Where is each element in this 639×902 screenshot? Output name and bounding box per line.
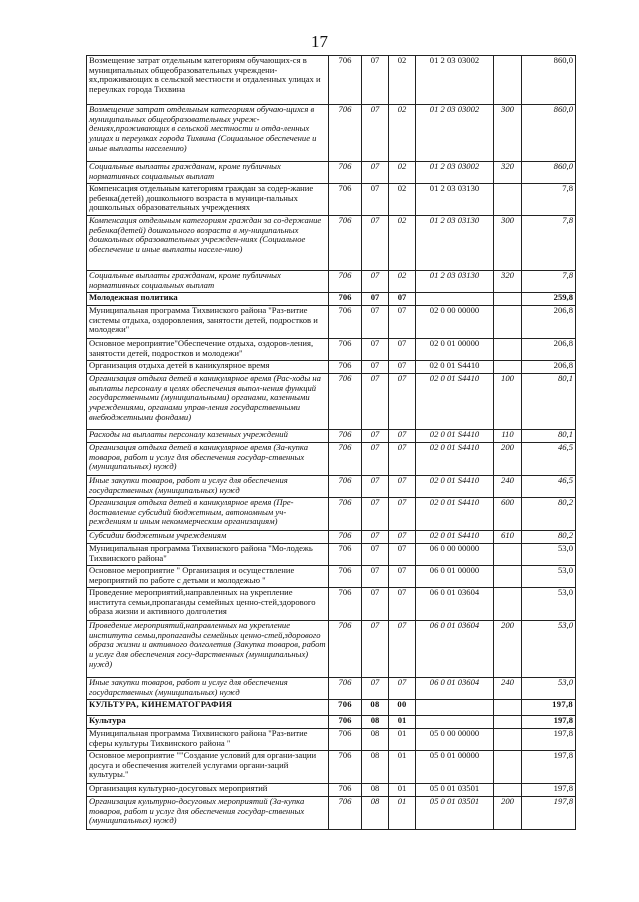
cell-expense-type: 610 [494, 531, 522, 544]
cell-section: 07 [362, 306, 389, 339]
cell-grbs: 706 [329, 700, 362, 716]
cell-amount: 206,8 [522, 339, 576, 361]
cell-amount: 197,8 [522, 784, 576, 797]
cell-subsection: 07 [389, 430, 416, 443]
cell-subsection: 07 [389, 498, 416, 531]
cell-name: Организация культурно-досуговых мероприятий [87, 784, 329, 797]
cell-expense-type: 100 [494, 374, 522, 430]
table-row [87, 729, 576, 751]
table-row [87, 531, 576, 544]
table-row [87, 306, 576, 339]
cell-section: 07 [362, 105, 389, 162]
budget-table-body [87, 56, 576, 830]
cell-subsection: 02 [389, 184, 416, 216]
cell-subsection: 07 [389, 339, 416, 361]
cell-name: Культура [87, 716, 329, 729]
cell-subsection: 01 [389, 729, 416, 751]
cell-amount: 53,0 [522, 621, 576, 678]
cell-amount: 7,8 [522, 271, 576, 293]
cell-subsection: 07 [389, 293, 416, 306]
cell-amount: 860,0 [522, 56, 576, 105]
cell-grbs: 706 [329, 293, 362, 306]
cell-expense-type: 200 [494, 797, 522, 830]
cell-name: Муниципальная программа Тихвинского района "Раз-витие сферы культуры Тихвинского района " [87, 729, 329, 751]
cell-expense-type: 300 [494, 216, 522, 271]
cell-section: 07 [362, 476, 389, 498]
cell-subsection: 02 [389, 105, 416, 162]
cell-subsection: 07 [389, 678, 416, 700]
cell-target-article: 02 0 01 S4410 [416, 531, 494, 544]
cell-amount: 197,8 [522, 729, 576, 751]
cell-amount: 53,0 [522, 588, 576, 621]
cell-target-article: 05 0 00 00000 [416, 729, 494, 751]
cell-expense-type [494, 56, 522, 105]
cell-grbs: 706 [329, 105, 362, 162]
cell-target-article: 05 0 01 00000 [416, 751, 494, 784]
cell-target-article: 06 0 01 00000 [416, 566, 494, 588]
cell-target-article: 01 2 03 03130 [416, 216, 494, 271]
cell-expense-type [494, 544, 522, 566]
cell-amount: 53,0 [522, 544, 576, 566]
cell-subsection: 01 [389, 797, 416, 830]
table-row [87, 797, 576, 830]
cell-subsection: 02 [389, 216, 416, 271]
cell-target-article: 02 0 00 00000 [416, 306, 494, 339]
cell-grbs: 706 [329, 588, 362, 621]
cell-subsection: 07 [389, 621, 416, 678]
table-row [87, 544, 576, 566]
cell-target-article: 02 0 01 00000 [416, 339, 494, 361]
cell-name: Муниципальная программа Тихвинского района "Мо-лодежь Тихвинского района" [87, 544, 329, 566]
cell-section: 07 [362, 443, 389, 476]
cell-expense-type [494, 716, 522, 729]
cell-grbs: 706 [329, 716, 362, 729]
cell-section: 07 [362, 588, 389, 621]
cell-name: Расходы на выплаты персоналу казенных учреждений [87, 430, 329, 443]
cell-expense-type [494, 751, 522, 784]
cell-expense-type [494, 784, 522, 797]
cell-target-article: 02 0 01 S4410 [416, 361, 494, 374]
cell-amount: 197,8 [522, 716, 576, 729]
cell-name: Возмещение затрат отдельным категориям обучаю-щихся в муниципальных общеобразовательных учреж-дениях,проживающих в сельской местности и отда-ленных улицах и переулках города Тихвина (Социальное обеспечение и иные выплаты населению) [87, 105, 329, 162]
cell-section: 07 [362, 544, 389, 566]
cell-subsection: 02 [389, 56, 416, 105]
cell-amount: 53,0 [522, 678, 576, 700]
cell-grbs: 706 [329, 729, 362, 751]
cell-amount: 197,8 [522, 751, 576, 784]
cell-section: 07 [362, 531, 389, 544]
cell-target-article: 02 0 01 S4410 [416, 443, 494, 476]
cell-target-article: 02 0 01 S4410 [416, 498, 494, 531]
cell-expense-type [494, 339, 522, 361]
cell-amount: 7,8 [522, 216, 576, 271]
cell-subsection: 07 [389, 443, 416, 476]
cell-section: 07 [362, 621, 389, 678]
table-row [87, 621, 576, 678]
cell-grbs: 706 [329, 797, 362, 830]
cell-target-article: 05 0 01 03501 [416, 784, 494, 797]
cell-section: 08 [362, 797, 389, 830]
cell-subsection: 02 [389, 162, 416, 184]
cell-target-article: 06 0 01 03604 [416, 588, 494, 621]
cell-grbs: 706 [329, 374, 362, 430]
cell-section: 08 [362, 729, 389, 751]
cell-grbs: 706 [329, 184, 362, 216]
cell-section: 07 [362, 678, 389, 700]
cell-grbs: 706 [329, 621, 362, 678]
cell-name: Организация отдыха детей в каникулярное время (За-купка товаров, работ и услуг для обеспечения государ-ственных (муниципальных) нужд) [87, 443, 329, 476]
table-row [87, 566, 576, 588]
table-row [87, 271, 576, 293]
cell-name: Иные закупки товаров, работ и услуг для обеспечения государственных (муниципальных) нужд [87, 476, 329, 498]
cell-grbs: 706 [329, 339, 362, 361]
cell-section: 07 [362, 566, 389, 588]
table-row [87, 443, 576, 476]
table-row [87, 430, 576, 443]
page-number: 17 [311, 32, 328, 51]
table-row [87, 361, 576, 374]
cell-name: Организация отдыха детей в каникулярное время (Пре-доставление субсидий бюджетным, автономным уч-реждениям и иным некоммерческим организациям) [87, 498, 329, 531]
cell-target-article: 01 2 03 03130 [416, 271, 494, 293]
table-row [87, 716, 576, 729]
cell-grbs: 706 [329, 544, 362, 566]
cell-section: 08 [362, 700, 389, 716]
cell-amount: 206,8 [522, 361, 576, 374]
cell-target-article [416, 293, 494, 306]
cell-grbs: 706 [329, 271, 362, 293]
cell-name: Проведение мероприятий,направленных на укрепление института семьи,пропаганды семейных ценно-стей,здорового образа жизни и активного долголетия (Закупка товаров, работ и услуг для обеспечения госу-дарственных (муниципальных) нужд) [87, 621, 329, 678]
cell-expense-type [494, 566, 522, 588]
cell-expense-type: 600 [494, 498, 522, 531]
cell-section: 07 [362, 56, 389, 105]
cell-name: Основное мероприятие"Обеспечение отдыха, оздоров-ления, занятости детей, подростков и молодежи" [87, 339, 329, 361]
cell-name: Организация культурно-досуговых мероприятий (За-купка товаров, работ и услуг для обеспечения государ-ственных (муниципальных) нужд) [87, 797, 329, 830]
cell-section: 07 [362, 184, 389, 216]
cell-name: Организация отдыха детей в каникулярное время [87, 361, 329, 374]
table-row [87, 216, 576, 271]
cell-expense-type [494, 306, 522, 339]
cell-name: Социальные выплаты гражданам, кроме публичных нормативных социальных выплат [87, 271, 329, 293]
cell-amount: 259,8 [522, 293, 576, 306]
table-row [87, 184, 576, 216]
cell-target-article: 01 2 03 03002 [416, 56, 494, 105]
cell-target-article [416, 716, 494, 729]
cell-expense-type [494, 729, 522, 751]
cell-subsection: 07 [389, 374, 416, 430]
cell-section: 07 [362, 430, 389, 443]
cell-name: Молодежная политика [87, 293, 329, 306]
cell-subsection: 07 [389, 476, 416, 498]
cell-expense-type [494, 184, 522, 216]
table-row [87, 339, 576, 361]
cell-section: 08 [362, 716, 389, 729]
cell-amount: 46,5 [522, 476, 576, 498]
budget-table [86, 55, 576, 830]
cell-section: 07 [362, 162, 389, 184]
cell-section: 07 [362, 361, 389, 374]
cell-target-article [416, 700, 494, 716]
cell-grbs: 706 [329, 443, 362, 476]
cell-section: 07 [362, 374, 389, 430]
cell-target-article: 06 0 01 03604 [416, 678, 494, 700]
cell-expense-type: 110 [494, 430, 522, 443]
cell-grbs: 706 [329, 162, 362, 184]
cell-subsection: 01 [389, 784, 416, 797]
cell-expense-type: 200 [494, 443, 522, 476]
cell-target-article: 02 0 01 S4410 [416, 430, 494, 443]
cell-expense-type: 240 [494, 476, 522, 498]
cell-amount: 80,2 [522, 531, 576, 544]
cell-grbs: 706 [329, 361, 362, 374]
table-row [87, 588, 576, 621]
cell-amount: 80,2 [522, 498, 576, 531]
cell-target-article: 02 0 01 S4410 [416, 374, 494, 430]
table-row [87, 700, 576, 716]
table-row [87, 678, 576, 700]
cell-amount: 53,0 [522, 566, 576, 588]
table-row [87, 784, 576, 797]
cell-expense-type: 200 [494, 621, 522, 678]
cell-grbs: 706 [329, 566, 362, 588]
cell-subsection: 07 [389, 531, 416, 544]
cell-amount: 46,5 [522, 443, 576, 476]
cell-target-article: 05 0 01 03501 [416, 797, 494, 830]
cell-target-article: 01 2 03 03002 [416, 162, 494, 184]
cell-target-article: 01 2 03 03130 [416, 184, 494, 216]
table-row [87, 293, 576, 306]
cell-grbs: 706 [329, 678, 362, 700]
cell-subsection: 07 [389, 588, 416, 621]
cell-target-article: 02 0 01 S4410 [416, 476, 494, 498]
cell-subsection: 01 [389, 751, 416, 784]
cell-name: Основное мероприятие " Организация и осуществление мероприятий по работе с детьми и молодежью " [87, 566, 329, 588]
table-row [87, 105, 576, 162]
cell-subsection: 07 [389, 361, 416, 374]
cell-name: Проведение мероприятий,направленных на укрепление института семьи,пропаганды семейных ценно-стей,здорового образа жизни и активного долголетия [87, 588, 329, 621]
cell-expense-type [494, 588, 522, 621]
cell-expense-type [494, 293, 522, 306]
cell-name: Возмещение затрат отдельным категориям обучающих-ся в муниципальных общеобразовательных учреждени-ях,проживающих в сельской местности и отдаленных улицах и переулках города Тихвина [87, 56, 329, 105]
table-row [87, 498, 576, 531]
cell-section: 07 [362, 339, 389, 361]
cell-expense-type [494, 700, 522, 716]
cell-expense-type: 240 [494, 678, 522, 700]
cell-section: 07 [362, 216, 389, 271]
cell-amount: 206,8 [522, 306, 576, 339]
cell-grbs: 706 [329, 751, 362, 784]
cell-grbs: 706 [329, 216, 362, 271]
cell-grbs: 706 [329, 476, 362, 498]
cell-amount: 197,8 [522, 700, 576, 716]
cell-name: Субсидии бюджетным учреждениям [87, 531, 329, 544]
cell-amount: 860,0 [522, 162, 576, 184]
cell-expense-type: 320 [494, 271, 522, 293]
table-row [87, 56, 576, 105]
table-row [87, 374, 576, 430]
cell-subsection: 02 [389, 271, 416, 293]
cell-section: 07 [362, 293, 389, 306]
cell-expense-type: 320 [494, 162, 522, 184]
cell-expense-type: 300 [494, 105, 522, 162]
cell-grbs: 706 [329, 56, 362, 105]
cell-target-article: 01 2 03 03002 [416, 105, 494, 162]
cell-grbs: 706 [329, 531, 362, 544]
cell-name: Организация отдыха детей в каникулярное время (Рас-ходы на выплаты персоналу в целях обеспечения выпол-нения функций государственными (муниципальными) органами, казенными учреждениями, органами управ-ления государственными внебюджетными фондами) [87, 374, 329, 430]
cell-subsection: 07 [389, 566, 416, 588]
cell-grbs: 706 [329, 498, 362, 531]
cell-amount: 197,8 [522, 797, 576, 830]
cell-section: 08 [362, 751, 389, 784]
cell-name: Основное мероприятие ""Создание условий для органи-зации досуга и обеспечения жителей услугами органи-заций культуры." [87, 751, 329, 784]
cell-subsection: 07 [389, 306, 416, 339]
cell-grbs: 706 [329, 784, 362, 797]
cell-section: 08 [362, 784, 389, 797]
table-row [87, 162, 576, 184]
cell-grbs: 706 [329, 306, 362, 339]
cell-amount: 80,1 [522, 374, 576, 430]
cell-target-article: 06 0 01 03604 [416, 621, 494, 678]
cell-amount: 860,0 [522, 105, 576, 162]
table-row [87, 751, 576, 784]
cell-grbs: 706 [329, 430, 362, 443]
cell-subsection: 07 [389, 544, 416, 566]
cell-name: Компенсация отдельным категориям граждан за содер-жание ребенка(детей) дошкольного возраста в муници-пальных дошкольных образовательных учреждениях [87, 184, 329, 216]
cell-subsection: 00 [389, 700, 416, 716]
cell-amount: 7,8 [522, 184, 576, 216]
cell-name: Компенсация отдельным категориям граждан за со-держание ребенка(детей) дошкольного возраста в му-ниципальных дошкольных образовательных учрежден-ниях (Социальное обеспечение и иные выплаты населе-нию) [87, 216, 329, 271]
table-row [87, 476, 576, 498]
cell-amount: 80,1 [522, 430, 576, 443]
cell-name: Муниципальная программа Тихвинского района "Раз-витие системы отдыха, оздоровления, занятости детей, подростков и молодежи" [87, 306, 329, 339]
cell-target-article: 06 0 00 00000 [416, 544, 494, 566]
cell-expense-type [494, 361, 522, 374]
cell-name: КУЛЬТУРА, КИНЕМАТОГРАФИЯ [87, 700, 329, 716]
cell-section: 07 [362, 498, 389, 531]
cell-subsection: 01 [389, 716, 416, 729]
cell-name: Иные закупки товаров, работ и услуг для обеспечения государственных (муниципальных) нужд [87, 678, 329, 700]
cell-section: 07 [362, 271, 389, 293]
cell-name: Социальные выплаты гражданам, кроме публичных нормативных социальных выплат [87, 162, 329, 184]
